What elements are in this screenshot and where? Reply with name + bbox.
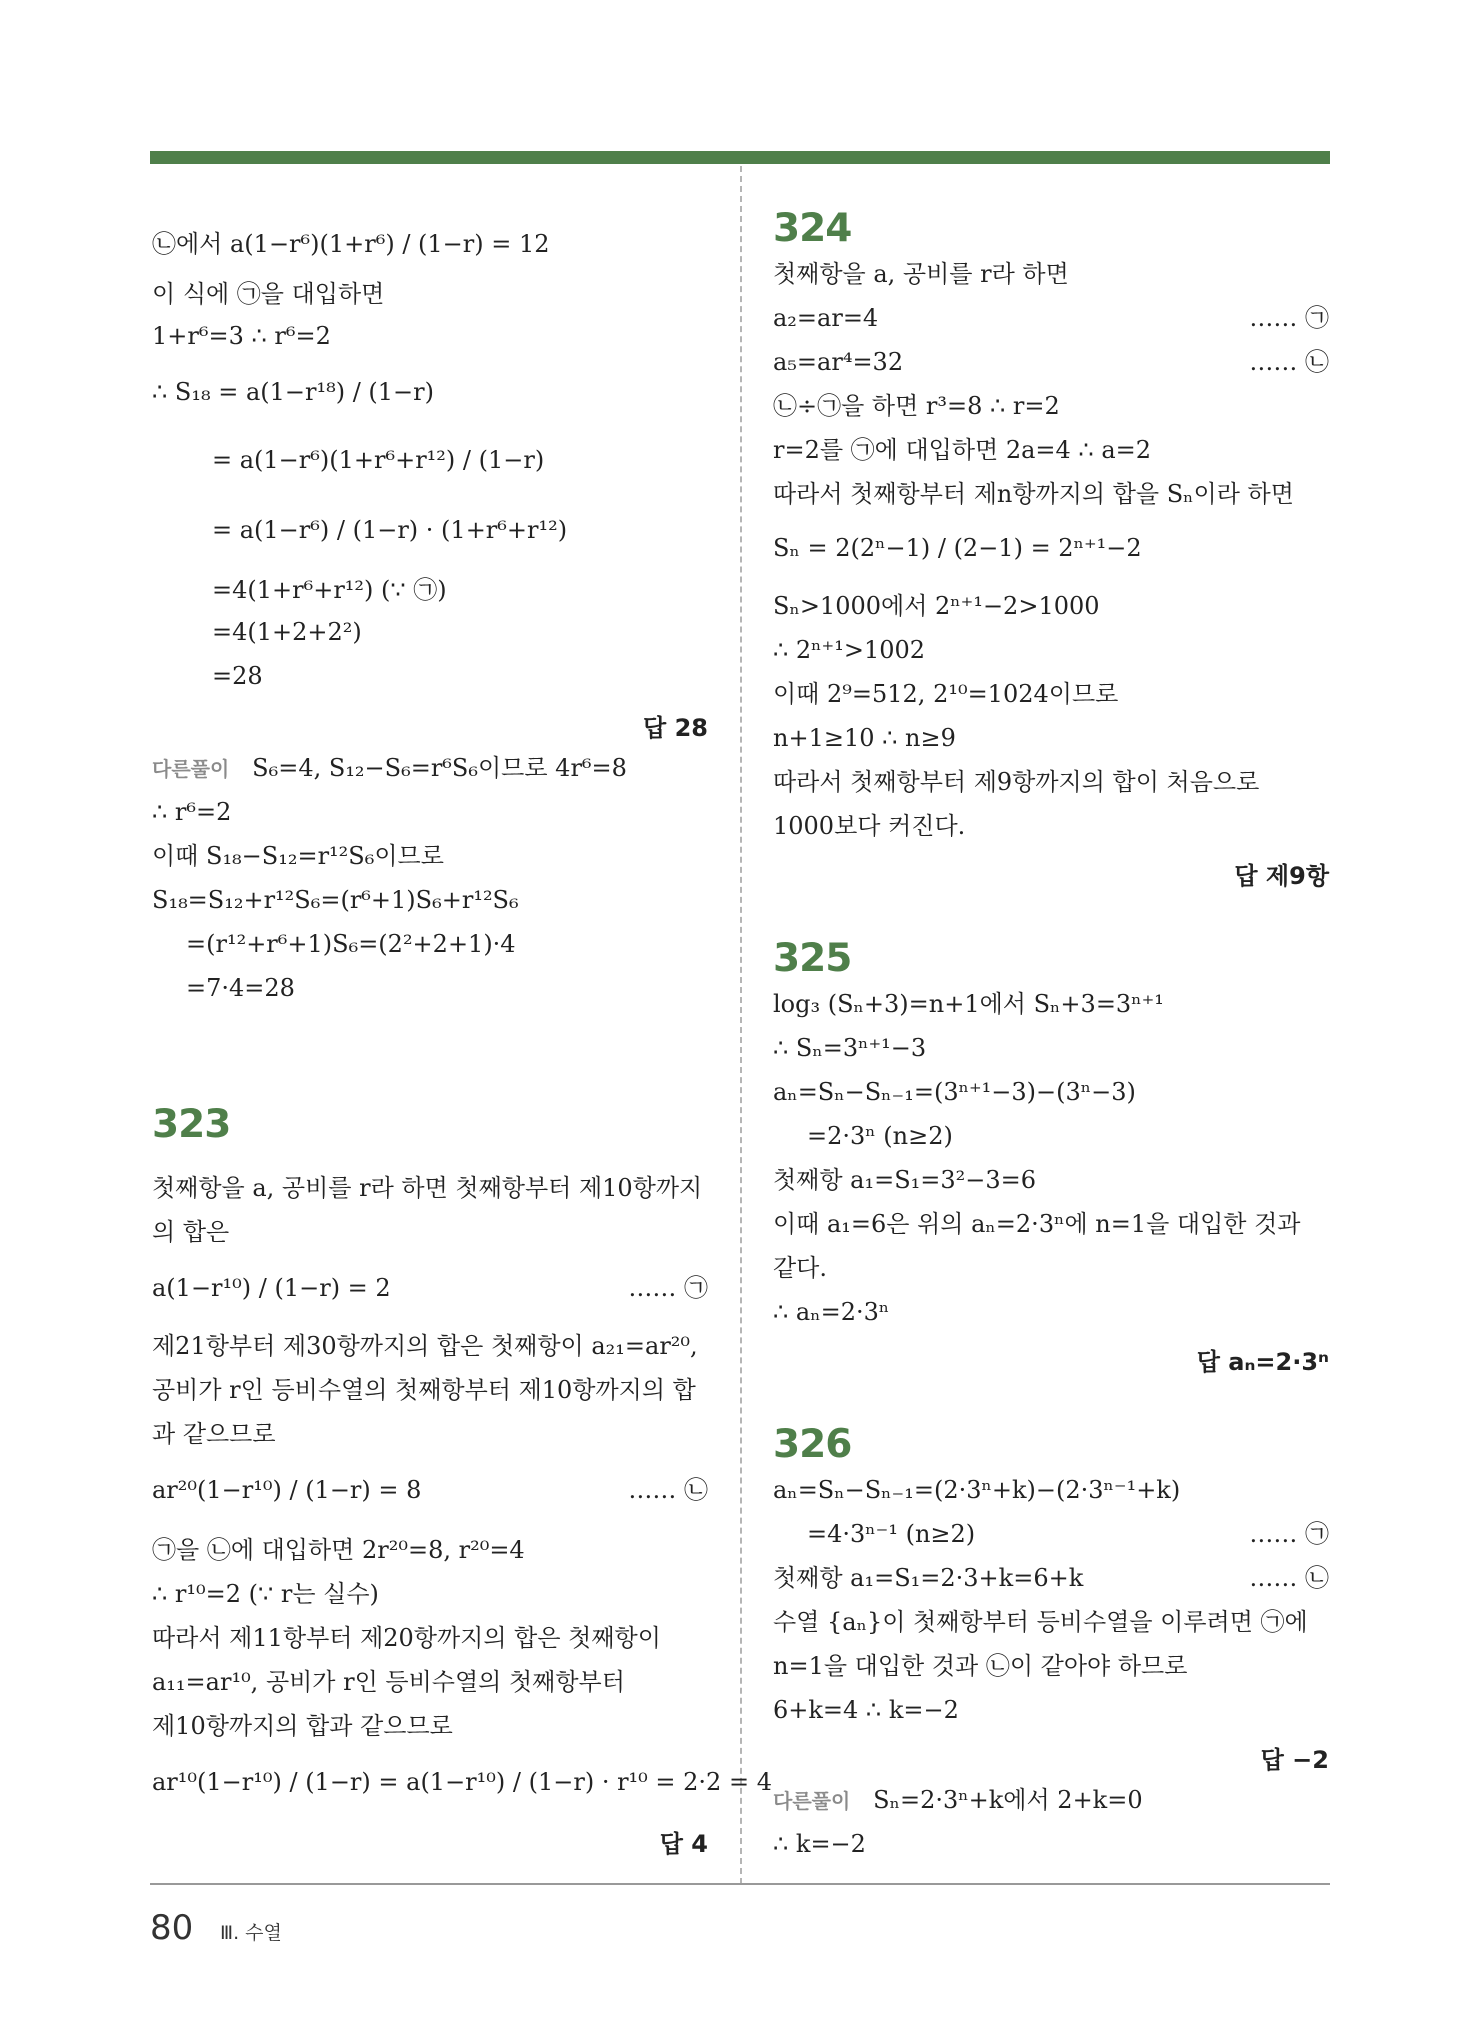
text-line: S₁₈=S₁₂+r¹²S₆=(r⁶+1)S₆+r¹²S₆ bbox=[152, 886, 519, 914]
section-title: Ⅲ. 수열 bbox=[220, 1922, 282, 1944]
text-line: ㉡÷㉠을 하면 r³=8 ∴ r=2 bbox=[773, 392, 1060, 420]
text-line: 이 식에 ㉠을 대입하면 bbox=[152, 280, 385, 308]
equation-mark: …… ㉠ bbox=[628, 1274, 708, 1302]
text-line: ∴ 2ⁿ⁺¹>1002 bbox=[773, 636, 926, 664]
answer: 답 aₙ=2·3ⁿ bbox=[1196, 1348, 1329, 1376]
text-line: 따라서 제11항부터 제20항까지의 합은 첫째항이 bbox=[152, 1624, 661, 1652]
text-line: Sₙ>1000에서 2ⁿ⁺¹−2>1000 bbox=[773, 592, 1100, 620]
text-line: ar¹⁰(1−r¹⁰) / (1−r) = a(1−r¹⁰) / (1−r) · r¹⁰ = 2·2 = 4 bbox=[152, 1768, 772, 1796]
text-line: 이때 2⁹=512, 2¹⁰=1024이므로 bbox=[773, 680, 1119, 708]
alt-solution-line bbox=[773, 1784, 1143, 1817]
text-line: ar²⁰(1−r¹⁰) / (1−r) = 8 bbox=[152, 1476, 422, 1504]
text-line: ∴ k=−2 bbox=[773, 1830, 866, 1858]
text-line: 6+k=4 ∴ k=−2 bbox=[773, 1696, 959, 1724]
text-line: =(r¹²+r⁶+1)S₆=(2²+2+1)·4 bbox=[186, 930, 516, 958]
text-line: ∴ Sₙ=3ⁿ⁺¹−3 bbox=[773, 1034, 927, 1062]
text-line: 첫째항 a₁=S₁=2·3+k=6+k bbox=[773, 1564, 1084, 1592]
text-line: 첫째항을 a, 공비를 r라 하면 bbox=[773, 260, 1069, 288]
text-line: 같다. bbox=[773, 1254, 827, 1282]
text-line: ∴ r⁶=2 bbox=[152, 798, 232, 826]
equation-mark: …… ㉠ bbox=[1249, 1520, 1329, 1548]
text-line: 제10항까지의 합과 같으므로 bbox=[152, 1712, 453, 1740]
text-line: 제21항부터 제30항까지의 합은 첫째항이 a₂₁=ar²⁰, bbox=[152, 1332, 698, 1360]
answer: 답 제9항 bbox=[1234, 862, 1329, 890]
text-line: 이때 S₁₈−S₁₂=r¹²S₆이므로 bbox=[152, 842, 444, 870]
text-line: log₃ (Sₙ+3)=n+1에서 Sₙ+3=3ⁿ⁺¹ bbox=[773, 990, 1164, 1018]
text-line: =4(1+r⁶+r¹²) (∵ ㉠) bbox=[212, 576, 447, 604]
text-line: a(1−r¹⁰) / (1−r) = 2 bbox=[152, 1274, 391, 1302]
text-line: 첫째항을 a, 공비를 r라 하면 첫째항부터 제10항까지 bbox=[152, 1174, 703, 1202]
text-line: aₙ=Sₙ−Sₙ₋₁=(2·3ⁿ+k)−(2·3ⁿ⁻¹+k) bbox=[773, 1476, 1181, 1504]
text-line: = a(1−r⁶) / (1−r) · (1+r⁶+r¹²) bbox=[212, 516, 568, 544]
text-line: =28 bbox=[212, 662, 263, 690]
text-line: 따라서 첫째항부터 제n항까지의 합을 Sₙ이라 하면 bbox=[773, 480, 1294, 508]
equation-mark: …… ㉠ bbox=[1249, 304, 1329, 332]
alt-solution-label: 다른풀이 bbox=[152, 757, 230, 781]
alt-solution-label: 다른풀이 bbox=[773, 1789, 851, 1813]
text-line: =4·3ⁿ⁻¹ (n≥2) bbox=[807, 1520, 976, 1548]
text-line: n+1≥10 ∴ n≥9 bbox=[773, 724, 956, 752]
answer: 답 −2 bbox=[1260, 1746, 1329, 1774]
text-line: ∴ aₙ=2·3ⁿ bbox=[773, 1298, 890, 1326]
problem-number: 325 bbox=[773, 936, 852, 981]
answer: 답 28 bbox=[643, 714, 708, 742]
text-line: 공비가 r인 등비수열의 첫째항부터 제10항까지의 합 bbox=[152, 1376, 696, 1404]
text-line: 이때 a₁=6은 위의 aₙ=2·3ⁿ에 n=1을 대입한 것과 bbox=[773, 1210, 1301, 1238]
alt-solution-text: Sₙ=2·3ⁿ+k에서 2+k=0 bbox=[873, 1786, 1143, 1814]
text-line: 의 합은 bbox=[152, 1218, 230, 1246]
text-line: ∴ r¹⁰=2 (∵ r는 실수) bbox=[152, 1580, 379, 1608]
text-line: Sₙ = 2(2ⁿ−1) / (2−1) = 2ⁿ⁺¹−2 bbox=[773, 534, 1142, 562]
text-line: =2·3ⁿ (n≥2) bbox=[807, 1122, 953, 1150]
equation-mark: …… ㉡ bbox=[1249, 348, 1329, 376]
text-line: 1+r⁶=3 ∴ r⁶=2 bbox=[152, 322, 331, 350]
text-line: = a(1−r⁶)(1+r⁶+r¹²) / (1−r) bbox=[212, 446, 545, 474]
column-divider bbox=[740, 166, 742, 1884]
footer-rule bbox=[150, 1883, 1330, 1885]
header-bar bbox=[150, 151, 1330, 164]
text-line: r=2를 ㉠에 대입하면 2a=4 ∴ a=2 bbox=[773, 436, 1152, 464]
text-line: =4(1+2+2²) bbox=[212, 618, 362, 646]
text-line: a₅=ar⁴=32 bbox=[773, 348, 904, 376]
text-line: a₁₁=ar¹⁰, 공비가 r인 등비수열의 첫째항부터 bbox=[152, 1668, 625, 1696]
text-line: n=1을 대입한 것과 ㉡이 같아야 하므로 bbox=[773, 1652, 1188, 1680]
equation-mark: …… ㉡ bbox=[628, 1476, 708, 1504]
alt-solution-text: S₆=4, S₁₂−S₆=r⁶S₆이므로 4r⁶=8 bbox=[252, 754, 627, 782]
answer: 답 4 bbox=[659, 1830, 708, 1858]
text-line: 따라서 첫째항부터 제9항까지의 합이 처음으로 bbox=[773, 768, 1260, 796]
text-line: a₂=ar=4 bbox=[773, 304, 879, 332]
text-line: aₙ=Sₙ−Sₙ₋₁=(3ⁿ⁺¹−3)−(3ⁿ−3) bbox=[773, 1078, 1136, 1106]
text-line: =7·4=28 bbox=[186, 974, 295, 1002]
page-number: 80 bbox=[150, 1908, 194, 1948]
equation-mark: …… ㉡ bbox=[1249, 1564, 1329, 1592]
text-line: 수열 {aₙ}이 첫째항부터 등비수열을 이루려면 ㉠에 bbox=[773, 1608, 1308, 1636]
problem-number: 326 bbox=[773, 1422, 852, 1467]
text-line: ∴ S₁₈ = a(1−r¹⁸) / (1−r) bbox=[152, 378, 434, 406]
text-line: 1000보다 커진다. bbox=[773, 812, 966, 840]
text-line: 과 같으므로 bbox=[152, 1420, 276, 1448]
problem-number: 324 bbox=[773, 206, 852, 251]
text-line: ㉠을 ㉡에 대입하면 2r²⁰=8, r²⁰=4 bbox=[152, 1536, 525, 1564]
alt-solution-line bbox=[152, 752, 627, 785]
text-line: 첫째항 a₁=S₁=3²−3=6 bbox=[773, 1166, 1037, 1194]
problem-number: 323 bbox=[152, 1102, 231, 1147]
text-line: ㉡에서 a(1−r⁶)(1+r⁶) / (1−r) = 12 bbox=[152, 230, 550, 258]
